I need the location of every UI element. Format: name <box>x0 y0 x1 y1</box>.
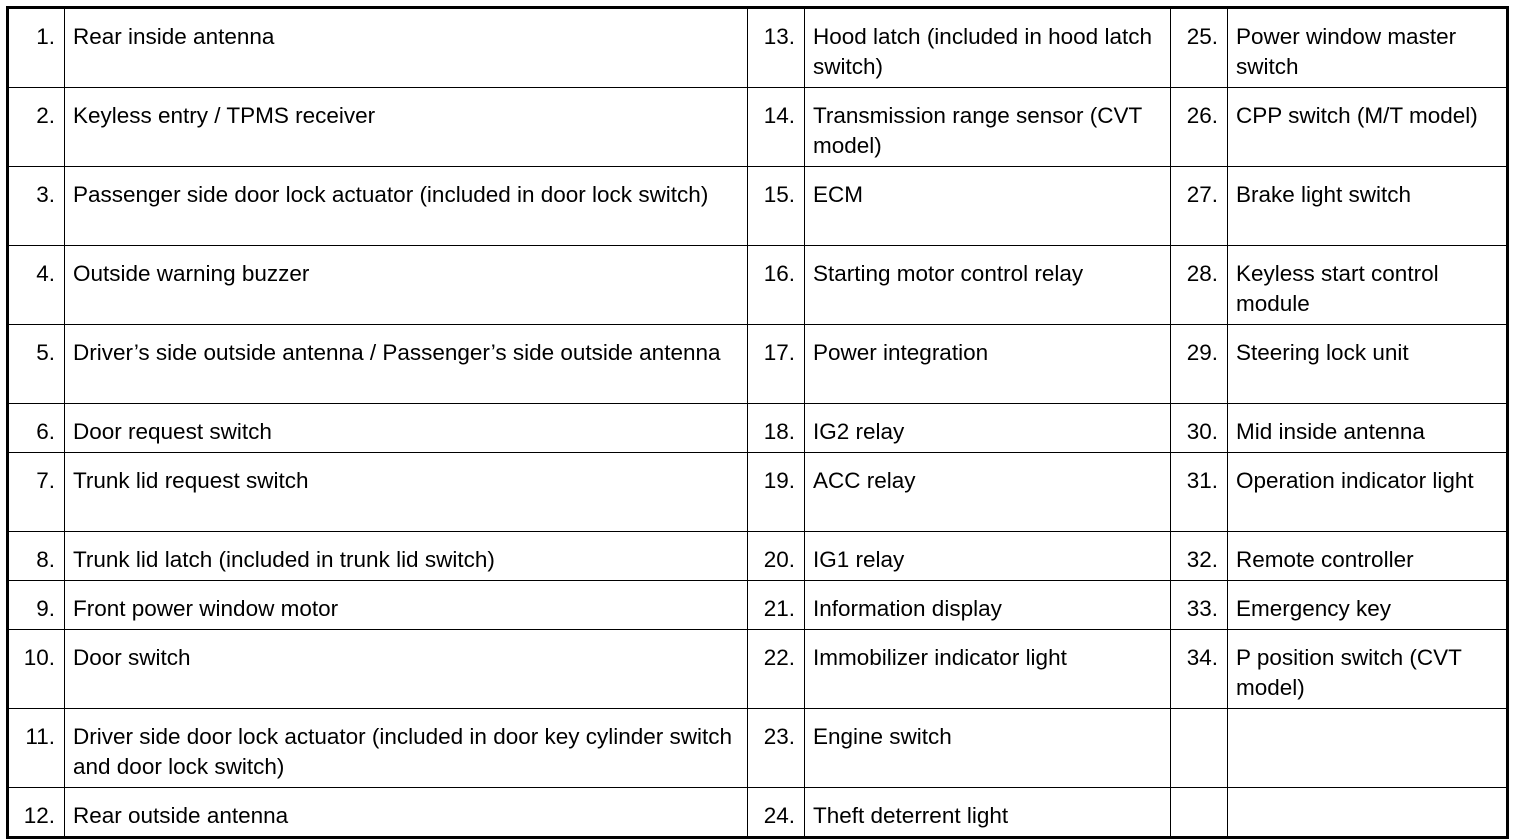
item-description: Starting motor control relay <box>805 246 1171 325</box>
item-number: 12. <box>8 788 65 838</box>
item-number: 16. <box>748 246 805 325</box>
item-description: Brake light switch <box>1228 167 1508 246</box>
item-number: 11. <box>8 709 65 788</box>
item-description: Trunk lid latch (included in trunk lid switch) <box>65 532 748 581</box>
item-number: 33. <box>1171 581 1228 630</box>
legend-row <box>8 532 1508 581</box>
item-description: Rear inside antenna <box>65 8 748 88</box>
item-description: IG2 relay <box>805 404 1171 453</box>
item-description: Emergency key <box>1228 581 1508 630</box>
legend-row <box>8 453 1508 532</box>
legend-row <box>8 788 1508 838</box>
item-number: 19. <box>748 453 805 532</box>
item-description: Mid inside antenna <box>1228 404 1508 453</box>
item-description: ECM <box>805 167 1171 246</box>
legend-row <box>8 709 1508 788</box>
item-description: Transmission range sensor (CVT model) <box>805 88 1171 167</box>
item-description: Keyless start control module <box>1228 246 1508 325</box>
item-number: 27. <box>1171 167 1228 246</box>
item-number: 29. <box>1171 325 1228 404</box>
item-number: 25. <box>1171 8 1228 88</box>
item-description: Steering lock unit <box>1228 325 1508 404</box>
item-description: Rear outside antenna <box>65 788 748 838</box>
legend-row <box>8 167 1508 246</box>
legend-row <box>8 246 1508 325</box>
legend-row <box>8 630 1508 709</box>
item-description: Remote controller <box>1228 532 1508 581</box>
item-description: Trunk lid request switch <box>65 453 748 532</box>
item-number: 1. <box>8 8 65 88</box>
legend-row <box>8 88 1508 167</box>
item-description: Outside warning buzzer <box>65 246 748 325</box>
item-number: 5. <box>8 325 65 404</box>
item-number: 22. <box>748 630 805 709</box>
empty-cell <box>1171 709 1228 788</box>
item-number: 30. <box>1171 404 1228 453</box>
item-number: 31. <box>1171 453 1228 532</box>
item-description: Door switch <box>65 630 748 709</box>
item-description: IG1 relay <box>805 532 1171 581</box>
item-number: 15. <box>748 167 805 246</box>
item-number: 8. <box>8 532 65 581</box>
item-description: Immobilizer indicator light <box>805 630 1171 709</box>
item-description: Power integration <box>805 325 1171 404</box>
item-number: 23. <box>748 709 805 788</box>
empty-cell <box>1171 788 1228 838</box>
item-number: 10. <box>8 630 65 709</box>
item-number: 24. <box>748 788 805 838</box>
empty-cell <box>1228 788 1508 838</box>
item-description: ACC relay <box>805 453 1171 532</box>
component-legend-table <box>6 6 1509 839</box>
item-description: Front power window motor <box>65 581 748 630</box>
legend-row <box>8 8 1508 88</box>
item-number: 7. <box>8 453 65 532</box>
item-number: 2. <box>8 88 65 167</box>
item-number: 9. <box>8 581 65 630</box>
item-description: Theft deterrent light <box>805 788 1171 838</box>
item-number: 18. <box>748 404 805 453</box>
legend-row <box>8 581 1508 630</box>
item-description: Driver’s side outside antenna / Passenger’s side outside antenna <box>65 325 748 404</box>
item-number: 3. <box>8 167 65 246</box>
item-description: Door request switch <box>65 404 748 453</box>
item-description: Operation indicator light <box>1228 453 1508 532</box>
item-number: 6. <box>8 404 65 453</box>
item-description: CPP switch (M/T model) <box>1228 88 1508 167</box>
item-description: Driver side door lock actuator (included in door key cylinder switch and door lock switch) <box>65 709 748 788</box>
item-description: Hood latch (included in hood latch switch) <box>805 8 1171 88</box>
item-number: 28. <box>1171 246 1228 325</box>
item-description: Power window master switch <box>1228 8 1508 88</box>
item-number: 17. <box>748 325 805 404</box>
item-number: 21. <box>748 581 805 630</box>
item-description: Information display <box>805 581 1171 630</box>
item-description: Passenger side door lock actuator (included in door lock switch) <box>65 167 748 246</box>
item-number: 4. <box>8 246 65 325</box>
item-description: P position switch (CVT model) <box>1228 630 1508 709</box>
item-number: 26. <box>1171 88 1228 167</box>
item-number: 14. <box>748 88 805 167</box>
item-number: 13. <box>748 8 805 88</box>
item-number: 32. <box>1171 532 1228 581</box>
item-description: Engine switch <box>805 709 1171 788</box>
item-description: Keyless entry / TPMS receiver <box>65 88 748 167</box>
empty-cell <box>1228 709 1508 788</box>
legend-row <box>8 404 1508 453</box>
item-number: 34. <box>1171 630 1228 709</box>
legend-row <box>8 325 1508 404</box>
item-number: 20. <box>748 532 805 581</box>
